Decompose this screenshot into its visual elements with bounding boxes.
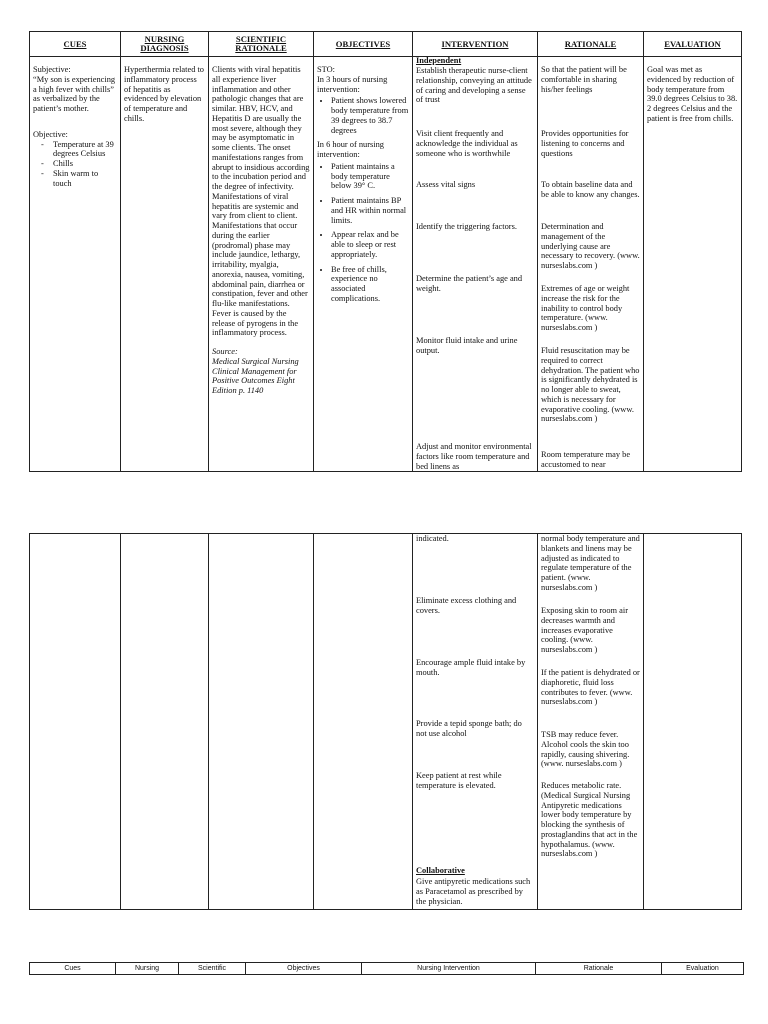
- intervention-item: Eliminate excess clothing and covers.: [416, 596, 517, 615]
- objective-list: [33, 140, 117, 189]
- content-row-1: [30, 57, 742, 472]
- diagnosis-text: Hyperthermia related to inflammatory process of hepatitis as evidenced by elevation of temperature and chills.: [124, 65, 204, 123]
- cues-cell: [30, 57, 121, 472]
- source-label: Source:: [212, 347, 238, 356]
- rationale-item: Fluid resuscitation may be required to correct dehydration. The patient who is significantly dehydrated is no longer able to sweat, which is necessary for evaporative cooling. (www. nurseslabs.com ): [541, 346, 640, 424]
- evaluation-cell-empty: [644, 534, 742, 910]
- footer-header-cues: Cues: [30, 963, 116, 975]
- rationale-item: Room temperature may be accustomed to near: [541, 450, 631, 469]
- intervention-item: Encourage ample fluid intake by mouth.: [416, 658, 526, 677]
- header-evaluation: EVALUATION: [644, 32, 742, 57]
- objectives-cell: [314, 57, 413, 472]
- source-text: Medical Surgical Nursing Clinical Management for Positive Outcomes Eight Edition p. 1140: [212, 356, 299, 395]
- objective-label: Objective:: [33, 129, 68, 139]
- footer-header-objectives: Objectives: [246, 963, 362, 975]
- subjective-text: “My son is experiencing a high fever with chills” as verbalized by the patient’s mother.: [33, 74, 116, 113]
- rationale-item: Extremes of age or weight increase the risk for the inability to control body temperature. (www. nurseslabs.com ): [541, 284, 630, 332]
- intervention-cell-continued: [413, 534, 538, 910]
- header-intervention: INTERVENTION: [413, 32, 538, 57]
- intervention-item: Determine the patient’s age and weight.: [416, 274, 523, 293]
- intervention-item: Monitor fluid intake and urine output.: [416, 336, 518, 355]
- rationale-item: Reduces metabolic rate. (Medical Surgical Nursing Antipyretic medications lower body temperature by blocking the synthesis of prostaglandins that act in the hypothalamus. (www. nurseslabs.com ): [541, 781, 638, 859]
- footer-header-scientific: Scientific: [179, 963, 246, 975]
- lto-intro: In 6 hour of nursing intervention:: [317, 140, 384, 159]
- objective-goal: • Appear relax and be able to sleep or rest appropriately.: [331, 230, 409, 259]
- rationale-item: Provides opportunities for listening to concerns and questions: [541, 129, 629, 158]
- lto-list: [317, 162, 409, 304]
- sto-list: [317, 96, 409, 135]
- rationale-cell-continued: [538, 534, 644, 910]
- rationale-item: normal body temperature and blankets and linens may be adjusted as indicated to regulate temperature of the patient. (www. nurseslabs.com ): [541, 534, 640, 592]
- care-plan-table-page-2: [29, 533, 742, 910]
- objective-item: - Chills: [53, 159, 117, 169]
- evaluation-cell: [644, 57, 742, 472]
- objective-goal: • Patient maintains BP and HR within normal limits.: [331, 196, 409, 225]
- footer-header-table: [29, 962, 744, 975]
- header-objectives: OBJECTIVES: [314, 32, 413, 57]
- rationale-item: TSB may reduce fever. Alcohol cools the skin too rapidly, causing shivering. (www. nurseslabs.com ): [541, 730, 630, 769]
- objectives-cell-empty: [314, 534, 413, 910]
- rationale-item: Exposing skin to room air decreases warmth and increases evaporative cooling. (www. nurseslabs.com ): [541, 606, 629, 654]
- header-scientific-rationale: SCIENTIFIC RATIONALE: [209, 32, 314, 57]
- intervention-item: Assess vital signs: [416, 180, 476, 189]
- sto-intro: In 3 hours of nursing intervention:: [317, 74, 388, 94]
- cues-cell-empty: [30, 534, 121, 910]
- rationale-cell: [538, 57, 644, 472]
- rationale-item: So that the patient will be comfortable in sharing his/her feelings: [541, 65, 627, 94]
- rationale-item: Determination and management of the underlying cause are necessary to recovery. (www. nurseslabs.com ): [541, 222, 640, 270]
- footer-header-intervention: Nursing Intervention: [362, 963, 536, 975]
- intervention-item: Provide a tepid sponge bath; do not use alcohol: [416, 719, 522, 738]
- objective-goal: • Be free of chills, experience no associated complications.: [331, 265, 409, 304]
- intervention-item: Adjust and monitor environmental factors like room temperature and bed linens as: [416, 442, 532, 471]
- intervention-item: Identify the triggering factors.: [416, 222, 517, 231]
- sto-label: STO:: [317, 65, 335, 74]
- intervention-item: Give antipyretic medications such as Paracetamol as prescribed by the physician.: [416, 877, 531, 906]
- evaluation-text: Goal was met as evidenced by reduction of body temperature from 39.0 degrees Celsius to 38. 2 degrees Celsius and the patient is free from chills.: [647, 65, 738, 123]
- diagnosis-cell-empty: [121, 534, 209, 910]
- scientific-cell-empty: [209, 534, 314, 910]
- content-row-2: [30, 534, 742, 910]
- header-rationale: RATIONALE: [538, 32, 644, 57]
- subjective-label: Subjective:: [33, 65, 71, 74]
- footer-header-rationale: Rationale: [536, 963, 662, 975]
- intervention-cell: [413, 57, 538, 472]
- objective-goal: • Patient maintains a body temperature below 39° C.: [331, 162, 409, 191]
- intervention-item: Visit client frequently and acknowledge the individual as someone who is worthwhile: [416, 129, 518, 158]
- footer-header-evaluation: Evaluation: [662, 963, 744, 975]
- header-row: [30, 32, 742, 57]
- header-cues: CUES: [30, 32, 121, 57]
- objective-item: - Skin warm to touch: [53, 169, 117, 189]
- independent-label: Independent: [416, 56, 462, 65]
- footer-header-row: [30, 963, 744, 975]
- footer-header-nursing: Nursing: [116, 963, 179, 975]
- collaborative-label: Collaborative: [416, 866, 465, 875]
- scientific-text: Clients with viral hepatitis all experience liver inflammation and other pathologic changes that are similar. HBV, HCV, and Hepatitis D are usually the most severe, although they may be asymptomatic in some clients. The onset manifestations ranges from abrupt to insidious according to the incubation period and the degree of infectivity. Manifestations of viral hepatitis are systemic and vary from client to client. Manifestations that occur during the earlier (prodromal) phase may include jaundice, lethargy, irritability, myalgia, anorexia, nausea, vomiting, abdominal pain, diarrhea or constipation, fever and other flu-like manifestations. Fever is caused by the release of pyrogens in the inflammatory process.: [212, 65, 310, 338]
- rationale-item: If the patient is dehydrated or diaphoretic, fluid loss contributes to fever. (www. nurseslabs.com ): [541, 668, 640, 707]
- rationale-item: To obtain baseline data and be able to know any changes.: [541, 180, 640, 199]
- header-nursing-diagnosis: NURSING DIAGNOSIS: [121, 32, 209, 57]
- intervention-item: indicated.: [416, 534, 449, 543]
- care-plan-table-page-1: [29, 31, 742, 472]
- scientific-rationale-cell: [209, 57, 314, 472]
- objective-item: - Temperature at 39 degrees Celsius: [53, 140, 117, 160]
- objective-goal: • Patient shows lowered body temperature from 39 degrees to 38.7 degrees: [331, 96, 409, 135]
- diagnosis-cell: [121, 57, 209, 472]
- intervention-item: Establish therapeutic nurse-client relationship, conveying an attitude of caring and developing a sense of trust: [416, 66, 532, 105]
- intervention-item: Keep patient at rest while temperature is elevated.: [416, 771, 502, 790]
